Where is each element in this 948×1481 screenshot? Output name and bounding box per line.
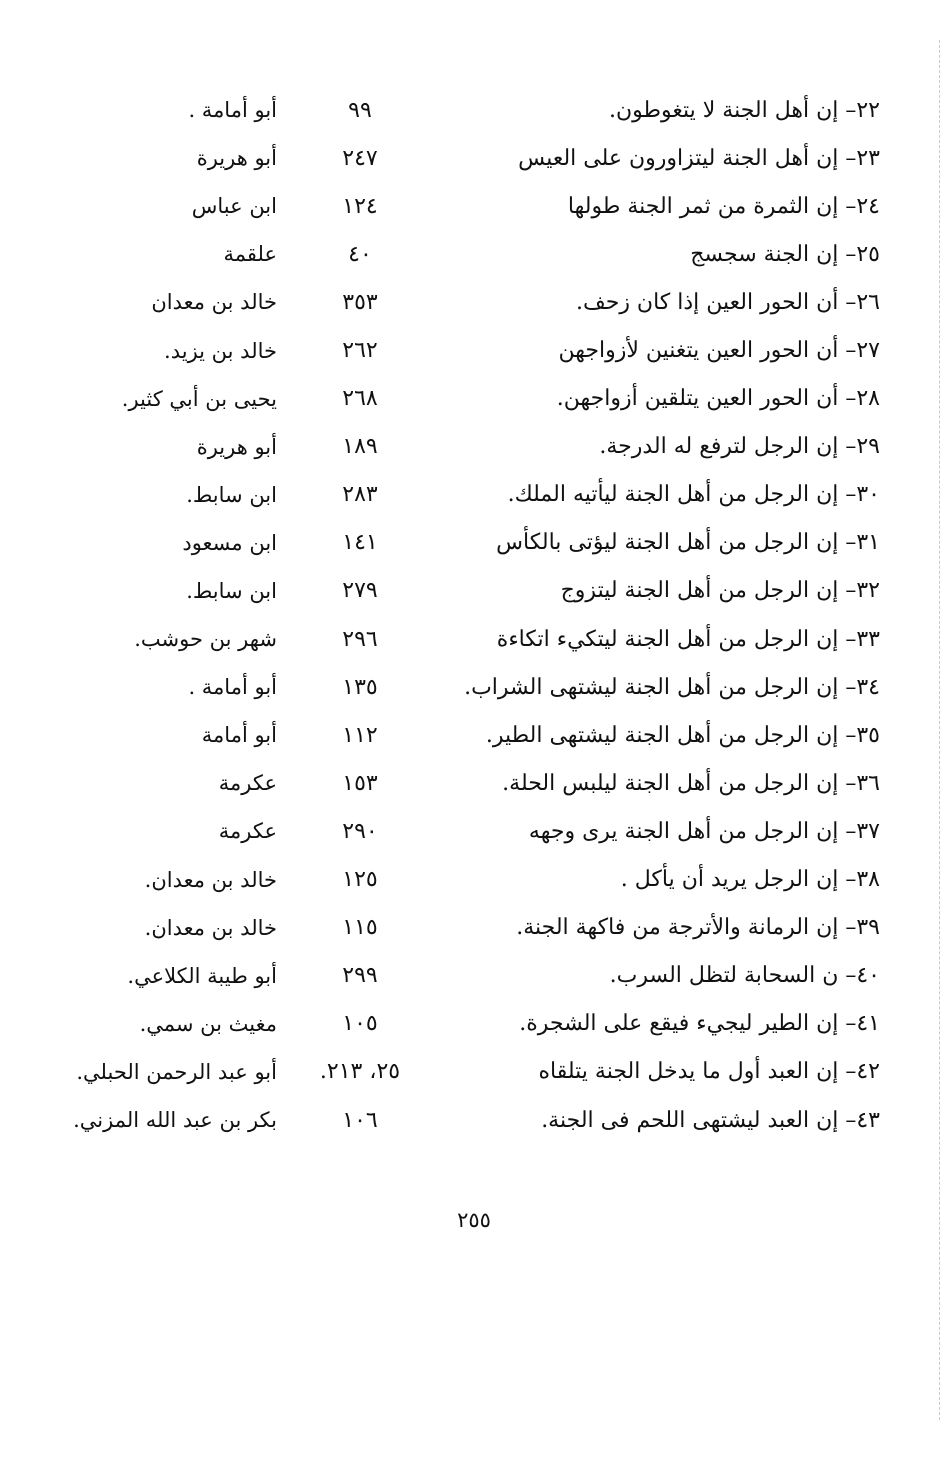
hadith-text: ٣٧– إن الرجل من أهل الجنة يرى وجهه: [528, 818, 880, 844]
narrator-name: ابن سابط.: [186, 482, 277, 507]
hadith-text: ٢٣– إن أهل الجنة ليتزاورون على العيس: [518, 145, 880, 171]
index-row: [40, 567, 880, 615]
narrator-name: بكر بن عبد الله المزني.: [73, 1108, 277, 1133]
index-row: [40, 423, 880, 471]
page-reference: ٢٦٢: [342, 338, 378, 364]
page-reference: ٣٥٣: [342, 289, 378, 315]
page-number: ٢٥٥: [457, 1208, 491, 1232]
page-reference: ١٠٥: [342, 1011, 378, 1037]
narrator-name: عكرمة: [218, 771, 277, 796]
index-row: [40, 1096, 880, 1144]
hadith-text: ٢٨– أن الحور العين يتلقين أزواجهن.: [556, 386, 880, 412]
page-reference: ٤٠: [348, 241, 372, 267]
hadith-text: ٤٣– إن العبد ليشتهى اللحم فى الجنة.: [541, 1107, 880, 1133]
index-row: [40, 1000, 880, 1048]
index-row: [40, 759, 880, 807]
page-reference: ١١٥: [342, 915, 378, 941]
page-reference: ٢٥، ٢١٣.: [319, 1059, 401, 1085]
narrator-name: أبو هريرة: [196, 434, 277, 459]
hadith-text: ٢٢– إن أهل الجنة لا يتغوطون.: [608, 97, 880, 123]
narrator-name: أبو عبد الرحمن الحبلي.: [76, 1059, 277, 1084]
hadith-text: ٢٩– إن الرجل لترفع له الدرجة.: [599, 434, 880, 460]
narrator-name: شهر بن حوشب.: [134, 627, 277, 652]
page-reference: ٢٨٣: [342, 482, 378, 508]
index-row: [40, 86, 880, 134]
hadith-text: ٢٤– إن الثمرة من ثمر الجنة طولها: [567, 193, 880, 219]
narrator-name: خالد بن يزيد.: [164, 338, 277, 363]
page-reference: ٢٦٨: [342, 386, 378, 412]
narrator-name: عكرمة: [218, 819, 277, 844]
page-reference: ٢٩٦: [342, 626, 378, 652]
hadith-text: ٣٨– إن الرجل يريد أن يأكل .: [620, 867, 880, 893]
page-reference: ١٥٣: [342, 770, 378, 796]
page-reference: ٢٧٩: [342, 578, 378, 604]
index-row: [40, 856, 880, 904]
hadith-text: ٣٢– إن الرجل من أهل الجنة ليتزوج: [560, 578, 880, 604]
page-reference: ٢٩٩: [342, 963, 378, 989]
index-row: [40, 375, 880, 423]
index-row: [40, 1048, 880, 1096]
narrator-name: خالد بن معدان.: [144, 867, 277, 892]
page-reference: ١١٢: [342, 722, 378, 748]
page-reference: ٩٩: [348, 97, 372, 123]
narrator-name: ابن عباس: [191, 194, 277, 219]
page-reference: ١٣٥: [342, 674, 378, 700]
index-row: [40, 952, 880, 1000]
index-row: [40, 519, 880, 567]
page-reference: ١٠٦: [342, 1107, 378, 1133]
hadith-text: ٣٦– إن الرجل من أهل الجنة ليلبس الحلة.: [502, 770, 880, 796]
index-row: [40, 134, 880, 182]
narrator-name: ابن سابط.: [186, 578, 277, 603]
index-row: [40, 807, 880, 855]
index-row: [40, 278, 880, 326]
hadith-text: ٣٩– إن الرمانة والأترجة من فاكهة الجنة.: [516, 915, 880, 941]
page-reference: ٢٤٧: [342, 145, 378, 171]
page-reference: ١٨٩: [342, 434, 378, 460]
narrator-name: أبو أمامة: [201, 723, 277, 748]
narrator-name: أبو أمامة .: [188, 675, 277, 700]
narrator-name: علقمة: [223, 242, 277, 267]
narrator-name: أبو طيبة الكلاعي.: [127, 963, 277, 988]
page-reference: ١٤١: [342, 530, 378, 556]
hadith-text: ٤١– إن الطير ليجيء فيقع على الشجرة.: [519, 1011, 880, 1037]
hadith-text: ٣٥– إن الرجل من أهل الجنة ليشتهى الطير.: [485, 722, 880, 748]
index-row: [40, 615, 880, 663]
hadith-text: ٢٥– إن الجنة سجسج: [690, 241, 880, 267]
index-row: [40, 663, 880, 711]
narrator-name: خالد بن معدان: [151, 290, 277, 315]
index-row: [40, 182, 880, 230]
index-row: [40, 471, 880, 519]
page-reference: ١٢٤: [342, 193, 378, 219]
page-reference: ٢٩٠: [342, 818, 378, 844]
hadith-text: ٤٠– ن السحابة لتظل السرب.: [609, 963, 880, 989]
hadith-index-table: [40, 86, 880, 1144]
hadith-text: ٣٣– إن الرجل من أهل الجنة ليتكيء اتكاءة: [496, 626, 880, 652]
hadith-text: ٤٢– إن العبد أول ما يدخل الجنة يتلقاه: [538, 1059, 880, 1085]
narrator-name: أبو هريرة: [196, 146, 277, 171]
hadith-text: ٣١– إن الرجل من أهل الجنة ليؤتى بالكأس: [496, 530, 880, 556]
narrator-name: يحيى بن أبي كثير.: [121, 386, 277, 411]
hadith-text: ٣٤– إن الرجل من أهل الجنة ليشتهى الشراب.: [464, 674, 880, 700]
hadith-text: ٣٠– إن الرجل من أهل الجنة ليأتيه الملك.: [507, 482, 880, 508]
narrator-name: أبو أمامة .: [188, 98, 277, 123]
hadith-text: ٢٦– أن الحور العين إذا كان زحف.: [575, 289, 880, 315]
narrator-name: ابن مسعود: [182, 530, 277, 555]
index-row: [40, 711, 880, 759]
page-reference: ١٢٥: [342, 867, 378, 893]
hadith-text: ٢٧– أن الحور العين يتغنين لأزواجهن: [558, 338, 880, 364]
index-row: [40, 230, 880, 278]
index-row: [40, 904, 880, 952]
narrator-name: مغيث بن سمي.: [139, 1011, 277, 1036]
index-row: [40, 326, 880, 374]
narrator-name: خالد بن معدان.: [144, 915, 277, 940]
